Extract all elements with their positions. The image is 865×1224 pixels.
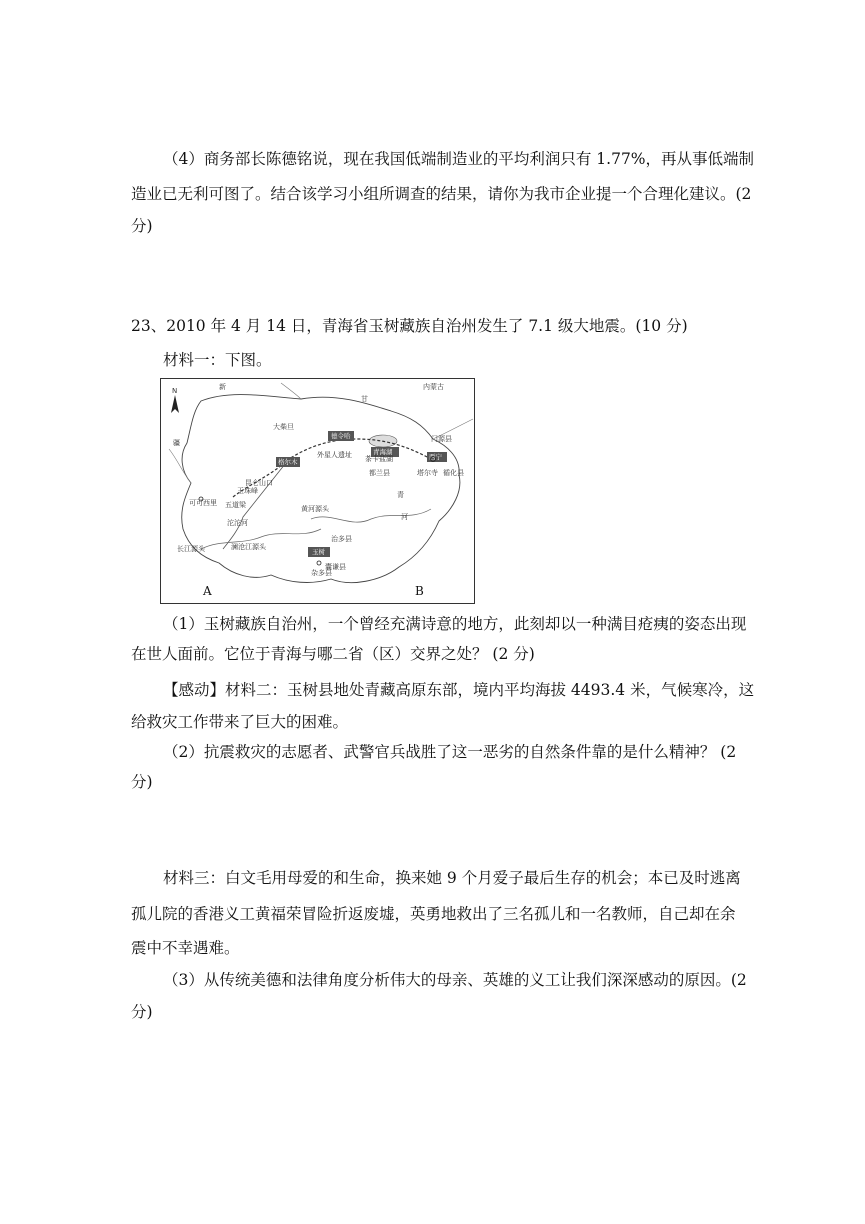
label-lancang-src: 澜沧江源头 <box>231 543 266 551</box>
map-label-a: A <box>203 584 212 598</box>
q4-line-3: 分) <box>131 217 153 235</box>
material-3-line-2: 孤儿院的香港义工黄福荣冒险折返废墟，英勇地救出了三名孤儿和一名教师，自己却在余 <box>131 905 736 923</box>
label-nangqian: 囊谦县 <box>325 563 346 571</box>
label-dulan: 都兰县 <box>369 469 390 477</box>
label-jiang: 疆 <box>173 439 180 447</box>
label-menyuan: 门源县 <box>431 435 452 443</box>
sub2-line-2: 分) <box>131 773 153 791</box>
material-3-line-1: 材料三：白文毛用母爱的和生命，换来她 9 个月爱子最后生存的机会；本已及时逃离 <box>163 869 741 887</box>
label-xinjiang: 新 <box>219 383 226 391</box>
label-hoh-xil: 可可西里 <box>189 499 217 507</box>
q4-line-2: 造业已无利可图了。结合该学习小组所调查的结果，请你为我市企业提一个合理化建议。(2 <box>131 185 752 203</box>
label-yellow-src: 黄河源头 <box>301 505 329 513</box>
yellow-river <box>311 509 431 522</box>
label-tuotuo: 沱沱河 <box>227 519 248 527</box>
label-gansu: 甘 <box>361 395 368 403</box>
box-label-golmud: 格尔木 <box>278 458 298 466</box>
sub2-line-1: （2）抗震救灾的志愿者、武警官兵战胜了这一恶劣的自然条件靠的是什么精神？ (2 <box>163 743 737 761</box>
label-zhiduo: 治多县 <box>331 535 352 543</box>
material-3-line-3: 震中不幸遇难。 <box>131 939 240 957</box>
label-yangtze-src: 长江源头 <box>177 545 205 553</box>
label-dachaidan: 大柴旦 <box>273 423 294 431</box>
label-yuxu: 玉珠峰 <box>237 487 258 495</box>
north-arrow-icon <box>171 395 179 413</box>
label-neimenggu: 内蒙古 <box>423 383 444 391</box>
label-tar: 塔尔寺 <box>417 469 438 477</box>
label-chaka: 茶卡盐湖 <box>365 455 393 463</box>
sub3-line-2: 分) <box>131 1003 153 1021</box>
q4-line-1: （4）商务部长陈德铭说，现在我国低端制造业的平均利润只有 1.77%，再从事低端制 <box>163 150 755 168</box>
material-2-line-2: 给救灾工作带来了巨大的困难。 <box>131 713 349 731</box>
sub1-line-2: 在世人面前。它位于青海与哪二省（区）交界之处？ (2 分) <box>131 645 535 663</box>
label-qing: 青 <box>397 491 404 499</box>
label-huangyuan: 循化县 <box>443 469 464 477</box>
label-wudaoliang: 五道梁 <box>225 501 246 509</box>
box-label-xining: 西宁 <box>429 453 442 461</box>
label-river-he: 河 <box>401 513 408 521</box>
railway-line <box>233 439 431 497</box>
material-2-line-1: 【感动】材料二：玉树县地处青藏高原东部，境内平均海拔 4493.4 米，气候寒冷，这 <box>163 681 755 699</box>
material-1-label: 材料一：下图。 <box>163 351 272 369</box>
box-label-delingha: 德令哈 <box>331 432 351 440</box>
label-kunlun: 昆仑山口 <box>245 479 273 487</box>
qinghai-map <box>160 378 475 604</box>
label-wailixing: 外星人遗址 <box>317 451 352 459</box>
north-label: N <box>172 387 178 395</box>
map-label-b: B <box>415 584 424 598</box>
sub1-line-1: （1）玉树藏族自治州，一个曾经充满诗意的地方，此刻却以一种满目疮痍的姿态出现 <box>163 615 747 633</box>
box-label-yushu: 玉树 <box>312 548 325 556</box>
label-zaduo: 杂多县 <box>311 569 332 577</box>
sub3-line-1: （3）从传统美德和法律角度分析伟大的母亲、英雄的义工让我们深深感动的原因。(2 <box>163 971 747 989</box>
box-label-qinghaihu: 青海湖 <box>373 448 393 456</box>
q23-title: 23、2010 年 4 月 14 日，青海省玉树藏族自治州发生了 7.1 级大地震。(10 分) <box>131 317 688 335</box>
neighbor-border-top <box>281 383 301 399</box>
